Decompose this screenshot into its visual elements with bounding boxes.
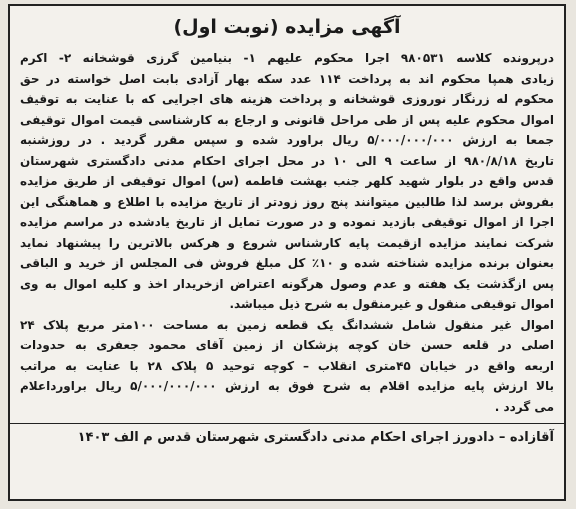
notice-title: آگهی مزایده (نوبت اول) <box>173 16 401 38</box>
notice-line: زیادی همپا محکوم اند به پرداخت ۱۱۴ عدد سکه بهار آزادی بابت اصل خواسته در حق <box>20 71 554 86</box>
notice-line: تاریخ ۹۸۰/۸/۱۸ از ساعت ۹ الی ۱۰ در محل اجرای احکام مدنی دادگستری شهرستان <box>20 153 554 168</box>
notice-line: بفروش برسد لذا طالبین میتوانند پنج روز زودتر از تاریخ مزایده با اطلاع و هماهنگی این <box>20 194 554 209</box>
notice-line: درپرونده کلاسه ۹۸۰۵۳۱ اجرا محکوم علیهم ۱- بنیامین گرزی قوشخانه ۲- اکرم <box>20 51 554 65</box>
notice-line: پس ازگذشت یک هفته و عدم وصول هرگونه اعتراض ازخریدار اخذ و کلیه اموال به وی <box>20 276 554 291</box>
auction-notice <box>8 4 566 501</box>
notice-line: می گردد . <box>494 399 554 414</box>
notice-footer: آقازاده – دادورز اجرای احکام مدنی دادگستری شهرستان قدس م الف ۱۴۰۳ <box>77 430 554 445</box>
notice-line: محکوم له زرنگار نوروزی قوشخانه و پرداخت هزینه های اجرایی که با عنایت به توقیف <box>20 92 554 106</box>
notice-line: اجرا از اموال توقیفی بازدید نموده و در صورت تمایل از تاریخ یادشده در مراسم مزایده <box>20 215 554 229</box>
notice-line: بالا ارزش پایه مزایده اقلام به شرح فوق به ارزش ۵/۰۰۰/۰۰۰/۰۰۰ ریال براورداعلام <box>20 379 554 393</box>
notice-line: بعنوان برنده مزایده شناخته شده و ۱۰٪ کل مبلغ فروش فی المجلس از خرید و الباقی <box>20 256 554 270</box>
notice-line: اموال غیر منقول شامل ششدانگ یک قطعه زمین به مساحت ۱۰۰متر مربع پلاک ۲۴ <box>20 317 554 332</box>
notice-line: اربعه واقع در خیابان ۴۵متری انقلاب – کوچه توحید ۵ پلاک ۲۸ با عنایت به مراتب <box>20 358 554 373</box>
notice-line: شرکت نمایند مزایده ازقیمت پایه کارشناس شروع و هرکس بالاترین را پیشنهاد نماید <box>20 235 554 250</box>
notice-line: اموال توقیفی منقول و غیرمنقول به شرح ذیل میباشد. <box>229 297 554 311</box>
notice-line: اموال محکوم علیه پس از طی مراحل قانونی و ارجاع به کارشناسی قیمت اموال توقیفی <box>20 112 554 127</box>
notice-line: اصلی در قلعه حسن خان کوچه پزشکان از زمین آقای محمود جعفری به حدودات <box>20 338 554 352</box>
notice-body <box>20 48 554 417</box>
footer-divider <box>10 423 564 424</box>
notice-line: جمعا به ارزش ۵/۰۰۰/۰۰۰/۰۰۰ ریال براورد شده و سپس مقرر گردید . در روزشنبه <box>20 133 554 147</box>
notice-line: قدس واقع در بلوار شهید کلهر جنب بهشت فاطمه (س) اموال توقیفی از طریق مزایده <box>20 174 554 188</box>
